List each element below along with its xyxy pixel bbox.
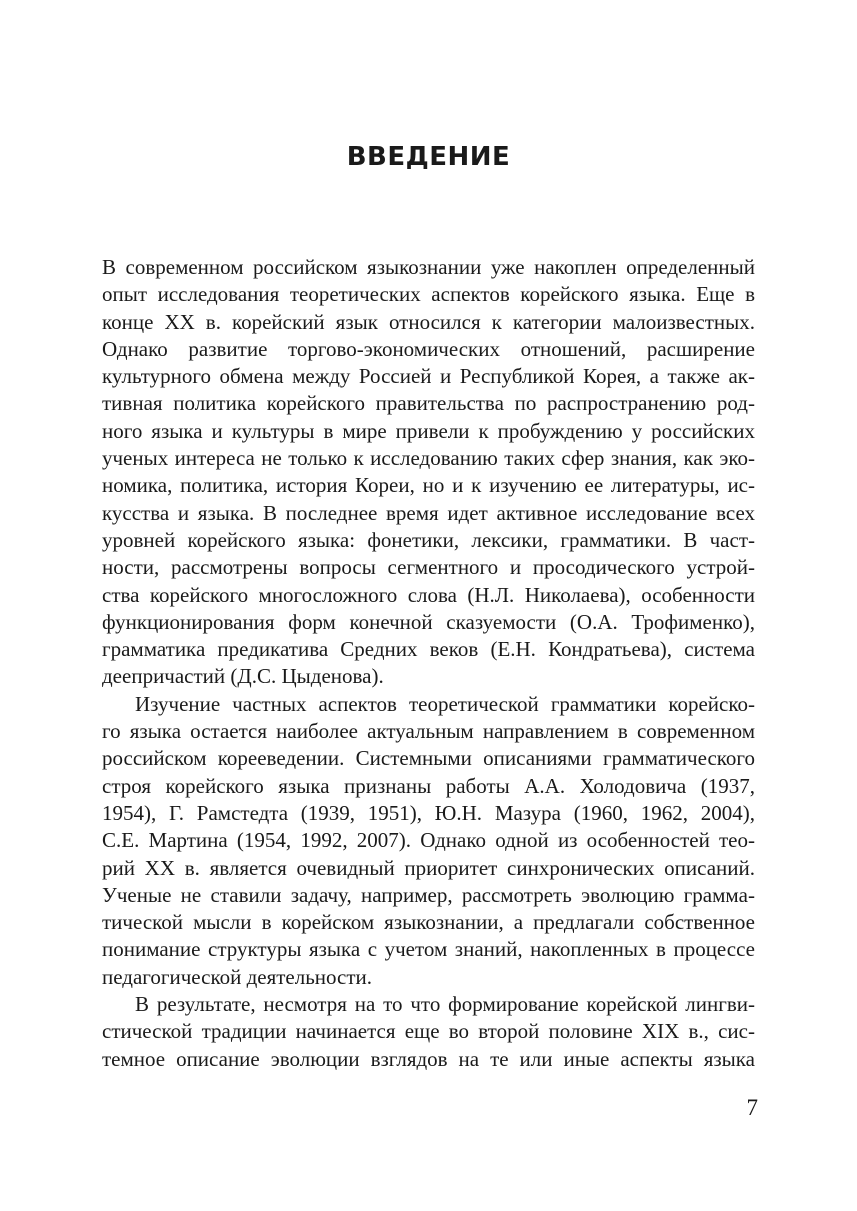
text-line: го языка остается наиболее актуальным направлением в современном (102, 719, 755, 744)
text-line: ученых интереса не только к исследованию таких сфер знания, как эко- (102, 446, 755, 471)
text-line: ности, рассмотрены вопросы сегментного и просодического устрой- (102, 555, 755, 580)
text-line: Изучение частных аспектов теоретической грамматики корейско- (135, 691, 755, 716)
text-line: педагогической деятельности. (102, 964, 373, 989)
text-line: грамматика предикатива Средних веков (Е.Н. Кондратьева), система (102, 637, 755, 662)
page-number: 7 (746, 1095, 758, 1120)
text-line: российском корееведении. Системными описаниями грамматического (102, 746, 755, 771)
text-line: стической традиции начинается еще во второй половине XIX в., сис- (102, 1019, 755, 1044)
text-line: уровней корейского языка: фонетики, лексики, грамматики. В част- (102, 527, 755, 552)
body-text (102, 254, 755, 1073)
text-line: деепричастий (Д.С. Цыденова). (102, 664, 384, 689)
text-line: конце XX в. корейский язык относился к категории малоизвестных. (102, 309, 755, 334)
paragraph-2 (102, 691, 755, 991)
paragraph-1 (102, 254, 755, 691)
paragraph-3 (102, 991, 755, 1073)
text-line: В современном российском языкознании уже накоплен определенный (102, 255, 755, 279)
text-line: функционирования форм конечной сказуемости (О.А. Трофименко), (102, 609, 755, 634)
text-line: В результате, несмотря на то что формирование корейской лингви- (135, 992, 755, 1017)
text-line: тивная политика корейского правительства по распространению род- (102, 391, 755, 416)
text-line: опыт исследования теоретических аспектов корейского языка. Еще в (102, 282, 755, 307)
text-line: ного языка и культуры в мире привели к пробуждению у российских (102, 418, 755, 443)
text-line: темное описание эволюции взглядов на те или иные аспекты языка (102, 1046, 755, 1071)
text-line: тической мысли в корейском языкознании, а предлагали собственное (102, 910, 755, 935)
text-line: 1954), Г. Рамстедта (1939, 1951), Ю.Н. Мазура (1960, 1962, 2004), (102, 800, 755, 825)
text-line: С.Е. Мартина (1954, 1992, 2007). Однако одной из особенностей тео- (102, 828, 755, 853)
text-line: кусства и языка. В последнее время идет активное исследование всех (102, 500, 755, 525)
text-line: понимание структуры языка с учетом знаний, накопленных в процессе (102, 937, 755, 962)
text-line: Однако развитие торгово-экономических отношений, расширение (102, 336, 755, 361)
text-line: культурного обмена между Россией и Республикой Корея, а также ак- (102, 364, 755, 389)
text-line: строя корейского языка признаны работы А.А. Холодовича (1937, (102, 773, 755, 798)
text-line: номика, политика, история Кореи, но и к изучению ее литературы, ис- (102, 473, 755, 498)
text-line: рий XX в. является очевидный приоритет синхронических описаний. (102, 855, 755, 880)
text-line: Ученые не ставили задачу, например, рассмотреть эволюцию граммa- (102, 882, 755, 907)
page-title: ВВЕДЕНИЕ (346, 142, 511, 172)
text-line: ства корейского многосложного слова (Н.Л. Николаева), особенности (102, 582, 755, 607)
